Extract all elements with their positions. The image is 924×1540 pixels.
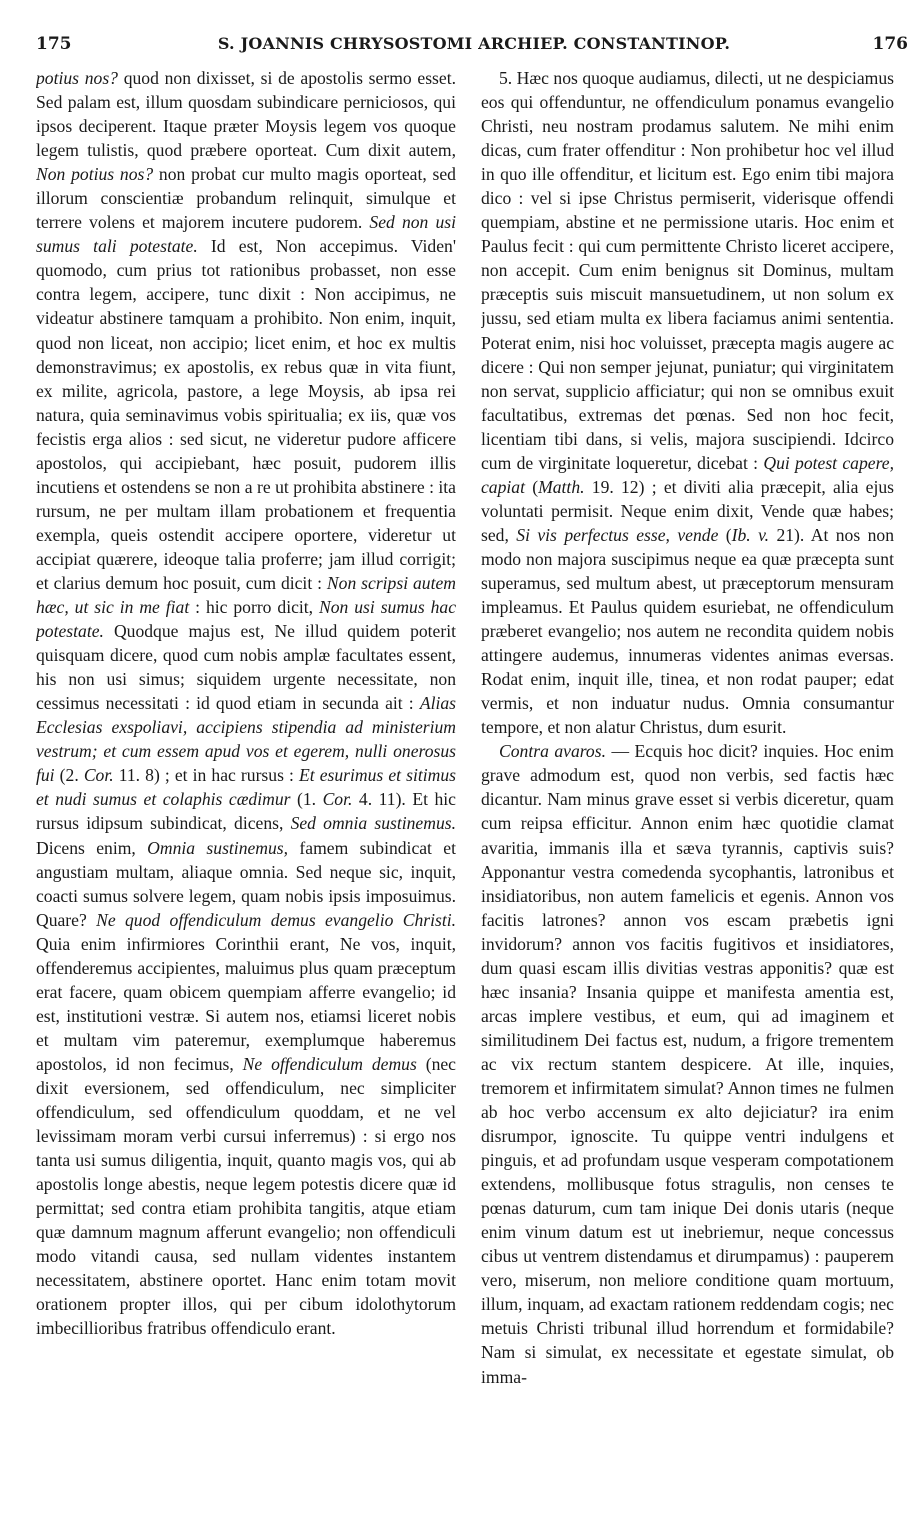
italic-text: Qui potest capere, capiat — [481, 452, 894, 497]
text-run: 5. Hæc nos quoque audiamus, dilecti, ut ne despiciamus eos qui offenduntur, ne offendiculum ponamus evangelio Christi, neu nostram prodamus salutem. Ne mihi enim dicas, cum frater offenditur : Non prohibetur hoc vel illud in quo ille offenditur, et licitum est. Ego enim tibi majora dico : vel si ipse Christus permiserit, viderisque offendi quempiam, abstine et ne permissione utaris. Hoc enim et Paulus fecit : qui cum permittente Christo liceret accipere, non accepit. Cum enim benignus sit Dominus, multam præceptis suis miscuit mansuetudinem, ut non solum ex jussu, sed etiam multa ex libera faciamus animi sententia. Poterat enim, nisi hoc voluisset, præcepta magis augere ac dicere : Qui non semper jejunat, puniatur; qui virginitatem non servat, supplicio afficiatur; qui non se omnibus exuit facultatibus, extremas det pœnas. Sed non hoc fecit, licentiam tibi dans, si velis, majora suscipiendi. Idcirco cum de virginitate loqueretur, dicebat : — [481, 68, 894, 473]
text-run: ( — [524, 476, 539, 497]
text-run: 19. 12) ; et diviti alia præcepit, alia ejus voluntati permisit. Neque enim dixit, Vende quæ habes; sed, — [481, 476, 894, 545]
text-run: non probat cur multo magis oporteat, sed illorum conscientiæ probandum relinquit, simulque et terrere volens et majorem incutere pudorem. — [36, 164, 456, 233]
italic-text: Sed non usi sumus tali potestate. — [36, 212, 456, 257]
page-number-right: 176 — [872, 34, 908, 54]
italic-text: Non scripsi autem hæc, ut sic in me fiat — [36, 572, 456, 618]
italic-text: Omnia sustinemus, — [147, 837, 289, 858]
italic-text: Alias Ecclesias exspoliavi, accipiens stipendia ad ministerium vestrum; et cum essem apud vos et egerem, nulli onerosus fui — [36, 693, 456, 786]
paragraph — [481, 739, 894, 1388]
italic-text: Matth. — [538, 476, 585, 497]
italic-text: Si vis perfectus esse, vende — [516, 524, 719, 545]
text-run: Dicens enim, — [36, 837, 148, 858]
text-run: (1. — [290, 789, 323, 810]
text-run: Id est, Non accepimus. Viden' quomodo, cum prius tot rationibus probasset, non esse contra legem, accipere, tunc dixit : Non accipimus, ne videatur abstinere tamquam a prohibito. Non enim, inquit, quod non liceat, non accipio; licet enim, et hoc ex multis demonstravimus; ex apostolis, ex rebus quæ in vita fiunt, ex milite, agricola, pastore, a lege Moysis, ab ipsa rei natura, quia seminavimus vobis spiritualia; ex iis, quæ vos fecistis erga alios : sed sicut, ne videretur pudore afficere apostolos, qui accipiebant, hæc posuit, pudorem illis incutiens et ostendens se non a re ut prohibita abstinere : ita rursum, ne per multam illam probationem et frequentia exempla, queis ostendit accipere oportere, videretur ut accipiat quærere, ideoque talia proferre; jam illud corrigit; et clarius demum hoc posuit, cum dicit : — [36, 236, 456, 593]
page-number-left: 175 — [36, 34, 72, 54]
italic-text: Sed omnia sustinemus. — [290, 813, 456, 834]
running-header — [36, 34, 912, 58]
text-column-left — [36, 66, 456, 1500]
text-run: (2. — [54, 765, 84, 786]
text-run: 21). At nos non modo non majora suscipimus neque ea quæ præcepta sunt superamus, sed multum abest, ut præceptorum mensuram impleamus. Et Paulus quidem esuriebat, ne offendiculum præberet evangelio; nos autem ne recondita quidem nobis attingere audemus, innumeras videntes animas eversas. Rodat enim, inquit ille, tinea, et non rodat pauper; edat vermis, et non induatur nudus. Omnia consumantur tempore, et non alatur Christus, dum esurit. — [481, 524, 894, 738]
italic-text: Non usi sumus hac potestate. — [36, 597, 456, 642]
text-run: 4. 11). Et hic rursus idipsum subindicat, dicens, — [36, 789, 456, 834]
italic-text: Contra avaros. — [499, 741, 606, 762]
text-column-right — [481, 66, 894, 1500]
text-run: Quodque majus est, Ne illud quidem poterit quisquam dicere, quod cum nobis amplæ facultates essent, his non usi simus; siquidem urgente necessitate, non cessimus necessitati : id quod etiam in secunda ait : — [36, 621, 456, 714]
italic-text: Ne quod offendiculum demus evangelio Christi. — [96, 909, 456, 930]
text-run: (nec dixit eversionem, sed offendiculum, nec simpliciter offendiculum, sed offendiculum quoddam, et ne vel levissimam moram verbi cursui inferremus) : si ergo nos tanta usi sumus diligentia, inquit, quanto magis vos, qui ab apostolis longe abestis, neque legem potestis dicere quæ id permittat; sed contra etiam prohibita tangitis, atque etiam quæ damnum magnum afferunt evangelio; non offendiculi modo vitandi causa, sed nullam videntes instantem necessitatem, abstinere oportet. Hanc enim totam movit orationem propter illos, qui per cibum idolothytorum imbecillioribus fratribus offendiculo erant. — [36, 1053, 456, 1339]
text-run: quod non dixisset, si de apostolis sermo esset. Sed palam est, illum quosdam subindicare perniciosos, qui ipsos deciperent. Itaque præter Moysis legem vos quoque legem tulistis, quod præbere oporteat. Cum dixit autem, — [36, 68, 456, 161]
italic-text: potius nos? — [36, 68, 118, 88]
text-run: : hic porro dicit, — [189, 597, 319, 618]
italic-text: Cor. — [322, 789, 353, 810]
italic-text: Non potius nos? — [36, 164, 154, 185]
text-run: — Ecquis hoc dicit? inquies. Hoc enim grave admodum est, quod non verbis, sed factis hæc dicantur. Nam minus grave esset si verbis diceretur, quam cum reipsa efficitur. Annon enim hæc quotidie clamat avaritia, immanis illa et sæva tyrannis, captivis suis? Apponantur vestra comedenda sycophantis, latronibus et insidiatoribus, non autem famelicis et egenis. Annon vos facitis latrones? annon vos escam præbetis igni invidorum? annon vos facitis fugitivos et insidiatores, dum quasi escam illis divitias vestras apponitis? quæ est hæc insania? Insania quippe et manifesta amentia est, arcas implere vestibus, et eum, qui ad imaginem et similitudinem Dei factus est, nudum, a frigore trementem ac vix rectum stantem despicere. At ille, inquies, tremorem et infirmitatem simulat? Annon times ne fulmen ab hoc verbo accensum ex alto dejiciatur? ira enim disrumpor, ignoscite. Tu quippe ventri indulgens et pinguis, et ad profundam usque vesperam compotationem extendens, mollibusque fotus stragulis, non censes te pœnas daturum, cum tam inique Dei donis utaris (neque enim vinum datum est ut inebriemur, neque concessus cibus ut ventrem distendamus et dirumpamus) : pauperem vero, miserum, non meliore conditione quam mortuum, illum, inquam, ad exactam rationem reddendam cogis; nec metuis Christi tribunal illud horrendum et formidabile? Nam si simulat, ex necessitate et egestate simulat, ob imma- — [481, 741, 894, 1387]
italic-text: Et esurimus et sitimus et nudi sumus et colaphis cædimur — [36, 765, 456, 810]
italic-text: Ib. v. — [731, 524, 770, 545]
text-run: famem subindicat et angustiam multam, aliaque omnia. Sed neque sic, inquit, coacti sumus solvere legem, quam nobis ipsis imposuimus. Quare? — [36, 837, 456, 930]
running-title: S. JOANNIS CHRYSOSTOMI ARCHIEP. CONSTANTINOP. — [217, 34, 731, 53]
italic-text: Cor. — [83, 765, 114, 786]
paragraph — [481, 66, 894, 739]
text-run: 11. 8) ; et in hac rursus : — [113, 765, 299, 786]
italic-text: Ne offendiculum demus — [242, 1053, 417, 1074]
text-run: ( — [718, 524, 732, 545]
text-run: Quia enim infirmiores Corinthii erant, Ne vos, inquit, offenderemus accipientes, maluimus plus quam præceptum erat facere, quam obicem quempiam afferre evangelio; id est, institutioni vestræ. Si autem nos, etiamsi liceret nobis et multam vim pateremur, exemplumque haberemus apostolos, id non fecimus, — [36, 933, 456, 1074]
paragraph — [36, 66, 456, 1340]
